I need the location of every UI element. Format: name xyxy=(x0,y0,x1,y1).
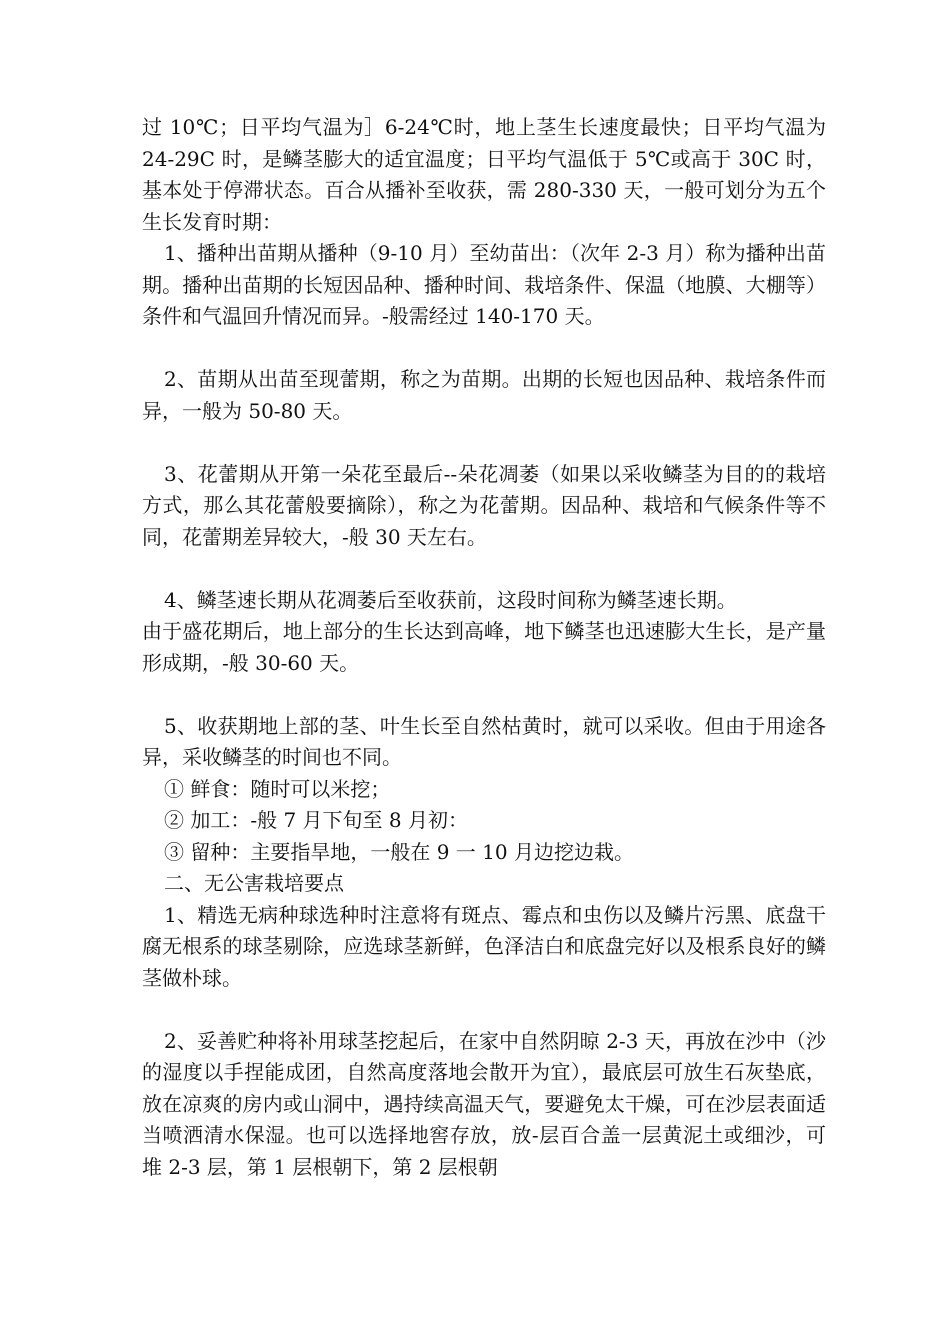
blank-line xyxy=(142,427,826,459)
paragraph-temperature: 过 10℃；日平均气温为］6-24℃时，地上茎生长速度最快；日平均气温为 24-29C 时，是鳞茎膨大的适宜温度；日平均气温低于 5℃或高于 30C 时，基本处于停滞状态。百合从播补至收获，需 280-330 天，一般可划分为五个生长发育时期： xyxy=(142,115,826,234)
paragraph-seed-selection: 1、精选无病种球选种时注意将有斑点、霉点和虫伤以及鳞片污黑、底盘干腐无根系的球茎剔除，应选球茎新鲜，色泽洁白和底盘完好以及根系良好的鳞茎做朴球。 xyxy=(142,902,826,990)
paragraph-stage-4-cont: 由于盛花期后，地上部分的生长达到高峰，地下鳞茎也迅速膨大生长，是产量形成期，-般 30-60 天。 xyxy=(142,619,826,675)
list-item-fresh: ① 鲜食：随时可以米挖； xyxy=(164,776,391,801)
blank-line xyxy=(142,994,826,1026)
document-body xyxy=(142,112,826,1183)
paragraph-stage-2: 2、苗期从出苗至现蕾期，称之为苗期。出期的长短也因品种、栽培条件而异，一般为 50-80 天。 xyxy=(142,367,826,423)
blank-line xyxy=(142,679,826,711)
list-item-seed: ③ 留种：主要指旱地，一般在 9 一 10 月边挖边栽。 xyxy=(164,839,634,864)
blank-line xyxy=(142,333,826,365)
paragraph-stage-3: 3、花蕾期从开第一朵花至最后--朵花凋萎（如果以采收鳞茎为目的的栽培方式，那么其花蕾般要摘除），称之为花蕾期。因品种、栽培和气候条件等不同，花蕾期差异较大，-般 30 天左右。 xyxy=(142,461,826,549)
paragraph-seed-storage: 2、妥善贮种将补用球茎挖起后，在家中自然阴晾 2-3 天，再放在沙中（沙的湿度以手捏能成团，自然高度落地会散开为宜），最底层可放生石灰垫底，放在凉爽的房内或山洞中，遇持续高温天气，要避免太干燥，可在沙层表面适当喷洒清水保湿。也可以选择地窖存放，放-层百合盖一层黄泥土或细沙，可堆 2-3 层，第 1 层根朝下，第 2 层根朝 xyxy=(142,1028,826,1179)
list-item-processing: ② 加工：-般 7 月下旬至 8 月初： xyxy=(164,808,468,832)
section-heading: 二、无公害栽培要点 xyxy=(164,871,344,895)
paragraph-stage-5: 5、收获期地上部的茎、叶生长至自然枯黄时，就可以采收。但由于用途各异，采收鳞茎的时间也不同。 xyxy=(142,713,826,769)
paragraph-stage-1: 1、播种出苗期从播种（9-10 月）至幼苗出：（次年 2-3 月）称为播种出苗期。播种出苗期的长短因品种、播种时间、栽培条件、保温（地膜、大棚等）条件和气温回升情况而异。-般需经过 140-170 天。 xyxy=(142,241,826,328)
paragraph-stage-4: 4、鳞茎速长期从花凋萎后至收获前，这段时间称为鳞茎速长期。 xyxy=(164,587,737,612)
blank-line xyxy=(142,553,826,585)
